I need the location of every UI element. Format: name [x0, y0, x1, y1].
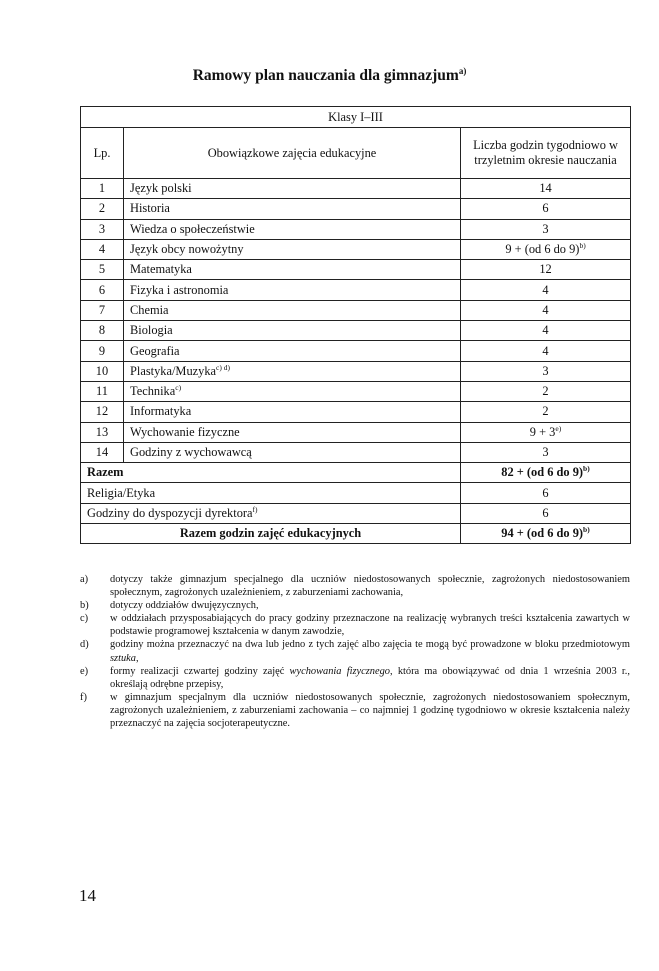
- row-hours: [461, 321, 631, 341]
- total-value-text: 94 + (od 6 do 9): [501, 526, 584, 541]
- page-title: [0, 66, 659, 85]
- row-hours-text: 4: [542, 302, 549, 317]
- dyspozycja-footnote-ref: f): [252, 504, 258, 514]
- footnote-text: w gimnazjum specjalnym dla uczniów niedostosowanych społecznie, zagrożonych niedostosowaniem społecznym, zagrożonych uzależnieniem, z zaburzeniami zachowania – co najmniej 1 godzinę tygodniowo w okresie kształcenia należy przeznaczyć na zajęcia socjoterapeutyczne.: [110, 691, 630, 730]
- row-hours-text: 6: [542, 201, 549, 216]
- row-hours: [461, 341, 631, 361]
- table-row-dyspozycja: [81, 503, 631, 523]
- razem-footnote-ref: b): [583, 464, 590, 474]
- row-subject-text: Wiedza o społeczeństwie: [130, 221, 255, 236]
- row-lp: 3: [81, 219, 124, 239]
- row-subject-text: Wychowanie fizyczne: [130, 424, 240, 439]
- footnote-text: [110, 638, 630, 664]
- row-lp: 14: [81, 442, 124, 462]
- row-hours-text: 14: [539, 181, 552, 196]
- row-lp: 5: [81, 260, 124, 280]
- row-hours-text: 12: [539, 262, 552, 277]
- row-subject: [124, 402, 461, 422]
- col-header-hours: Liczba godzin tygodniowo w trzyletnim okresie nauczania: [461, 128, 631, 179]
- title-text: Ramowy plan nauczania dla gimnazjum: [192, 67, 459, 85]
- page-number: 14: [79, 886, 96, 905]
- footnote-italic-term: sztuka: [110, 652, 136, 664]
- footnote-text: dotyczy także gimnazjum specjalnego dla uczniów niedostosowanych społecznie, zagrożonych niedostosowaniem społecznym, zagrożonych uzależnieniem, z zaburzeniami zachowania,: [110, 574, 630, 599]
- table-row: [81, 199, 631, 219]
- footnote-text: [110, 665, 630, 691]
- table-row: [81, 402, 631, 422]
- row-hours: [461, 219, 631, 239]
- subject-footnote-ref: c) d): [216, 362, 230, 372]
- row-hours: [461, 260, 631, 280]
- row-subject: [124, 422, 461, 442]
- footnote-marker: e): [80, 665, 89, 677]
- footnote-text-part: godziny można przeznaczyć na dwa lub jedno z tych zajęć albo zajęcia te mogą być prowadzone w bloku przedmiotowym: [110, 639, 630, 651]
- row-subject: [124, 260, 461, 280]
- col-header-lp: Lp.: [81, 128, 124, 179]
- row-subject-text: Matematyka: [130, 262, 192, 277]
- footnote-c: [80, 612, 630, 638]
- table-row: [81, 442, 631, 462]
- row-hours-text: 3: [542, 445, 549, 459]
- row-subject: [124, 341, 461, 361]
- row-subject-text: Język obcy nowożytny: [130, 242, 244, 257]
- table-row: [81, 280, 631, 300]
- row-hours: [461, 422, 631, 442]
- row-hours: [461, 361, 631, 381]
- table-row: [81, 239, 631, 259]
- footnote-text-part: formy realizacji czwartej godziny zajęć: [110, 665, 290, 677]
- footnote-text: w oddziałach przysposabiających do pracy godziny przeznaczone na realizację wybranych treści kształcenia zawartych w podstawie programowej kształcenia w danym zawodzie,: [110, 613, 630, 638]
- row-lp: 10: [81, 361, 124, 381]
- total-label: Razem godzin zajęć edukacyjnych: [81, 524, 461, 544]
- table-row-razem: [81, 463, 631, 483]
- section-header: Klasy I–III: [81, 107, 631, 128]
- row-subject-text: Geografia: [130, 343, 180, 358]
- row-subject-text: Język polski: [130, 181, 192, 196]
- row-hours-text: 4: [542, 343, 549, 358]
- row-subject: [124, 361, 461, 381]
- footnote-marker: f): [80, 691, 87, 703]
- row-subject-text: Plastyka/Muzyka: [130, 363, 217, 378]
- row-subject: [124, 442, 461, 462]
- table-row: [81, 260, 631, 280]
- subject-footnote-ref: c): [175, 383, 182, 393]
- col-header-subject: Obowiązkowe zajęcia edukacyjne: [124, 128, 461, 179]
- footnote-italic-term: wychowania fizycznego: [289, 665, 390, 677]
- row-hours-text: 2: [542, 404, 549, 419]
- curriculum-table: [80, 106, 631, 544]
- row-lp: 6: [81, 280, 124, 300]
- table-body: [81, 179, 631, 463]
- footnote-marker: c): [80, 613, 89, 625]
- row-lp: 2: [81, 199, 124, 219]
- row-hours-text: 4: [542, 282, 549, 297]
- row-subject: [124, 199, 461, 219]
- row-hours: [461, 239, 631, 259]
- footnotes: [80, 573, 630, 730]
- row-hours-text: 3: [542, 363, 549, 378]
- row-lp: 11: [81, 381, 124, 401]
- row-hours-text: 2: [542, 384, 549, 399]
- table-row: [81, 300, 631, 320]
- footnote-marker: a): [80, 574, 89, 585]
- row-hours-text: 9 + 3: [529, 424, 556, 439]
- hours-footnote-ref: b): [579, 241, 586, 251]
- footnote-text-part: , która ma obowiązywać od dnia 1 września 2003 r., określają odrębne przepisy,: [110, 665, 630, 690]
- row-subject-text: Godziny z wychowawcą: [130, 445, 252, 459]
- religia-label: Religia/Etyka: [81, 483, 461, 503]
- row-subject: [124, 300, 461, 320]
- dyspozycja-label-text: Godziny do dyspozycji dyrektora: [87, 505, 253, 520]
- row-lp: 7: [81, 300, 124, 320]
- footnote-d: [80, 638, 630, 664]
- table-row-religia: [81, 483, 631, 503]
- row-lp: 9: [81, 341, 124, 361]
- row-subject: [124, 179, 461, 199]
- row-subject: [124, 280, 461, 300]
- row-subject-text: Fizyka i astronomia: [130, 282, 229, 297]
- row-subject-text: Chemia: [130, 302, 169, 317]
- row-subject: [124, 381, 461, 401]
- row-hours-text: 9 + (od 6 do 9): [505, 242, 580, 257]
- row-hours: [461, 199, 631, 219]
- razem-value: [461, 463, 631, 483]
- table-row: [81, 381, 631, 401]
- footnote-marker: b): [80, 600, 89, 612]
- table-header-row: [81, 128, 631, 179]
- footnote-a: [80, 573, 630, 599]
- total-value: [461, 524, 631, 544]
- dyspozycja-value: 6: [461, 503, 631, 523]
- footnote-e: [80, 665, 630, 691]
- footnote-text-part: ,: [135, 652, 139, 664]
- footnote-text: dotyczy oddziałów dwujęzycznych,: [110, 600, 259, 612]
- table-section-header-row: [81, 107, 631, 128]
- row-subject-text: Biologia: [130, 323, 173, 338]
- table-row: [81, 321, 631, 341]
- row-hours-text: 3: [542, 221, 549, 236]
- row-lp: 12: [81, 402, 124, 422]
- table-row: [81, 179, 631, 199]
- table-row: [81, 361, 631, 381]
- row-subject-text: Historia: [130, 201, 170, 216]
- row-lp: 13: [81, 422, 124, 442]
- table-row: [81, 219, 631, 239]
- total-footnote-ref: b): [583, 525, 590, 535]
- title-footnote-ref: a): [458, 66, 467, 76]
- dyspozycja-label: [81, 503, 461, 523]
- row-hours: [461, 402, 631, 422]
- footnote-marker: d): [80, 639, 89, 651]
- footnote-f: [80, 691, 630, 730]
- table-row: [81, 341, 631, 361]
- row-hours: [461, 179, 631, 199]
- table-row: [81, 422, 631, 442]
- row-lp: 4: [81, 239, 124, 259]
- row-subject: [124, 219, 461, 239]
- row-subject: [124, 321, 461, 341]
- row-hours: [461, 300, 631, 320]
- table-row-total: [81, 524, 631, 544]
- religia-value: 6: [461, 483, 631, 503]
- hours-footnote-ref: e): [555, 423, 562, 433]
- row-hours: [461, 442, 631, 462]
- row-hours: [461, 381, 631, 401]
- footnote-b: [80, 599, 630, 612]
- row-hours-text: 4: [542, 323, 549, 338]
- razem-label: Razem: [81, 463, 461, 483]
- row-subject-text: Informatyka: [130, 404, 192, 419]
- row-subject-text: Technika: [130, 384, 176, 399]
- row-hours: [461, 280, 631, 300]
- row-subject: [124, 239, 461, 259]
- row-lp: 1: [81, 179, 124, 199]
- razem-value-text: 82 + (od 6 do 9): [501, 465, 584, 480]
- row-lp: 8: [81, 321, 124, 341]
